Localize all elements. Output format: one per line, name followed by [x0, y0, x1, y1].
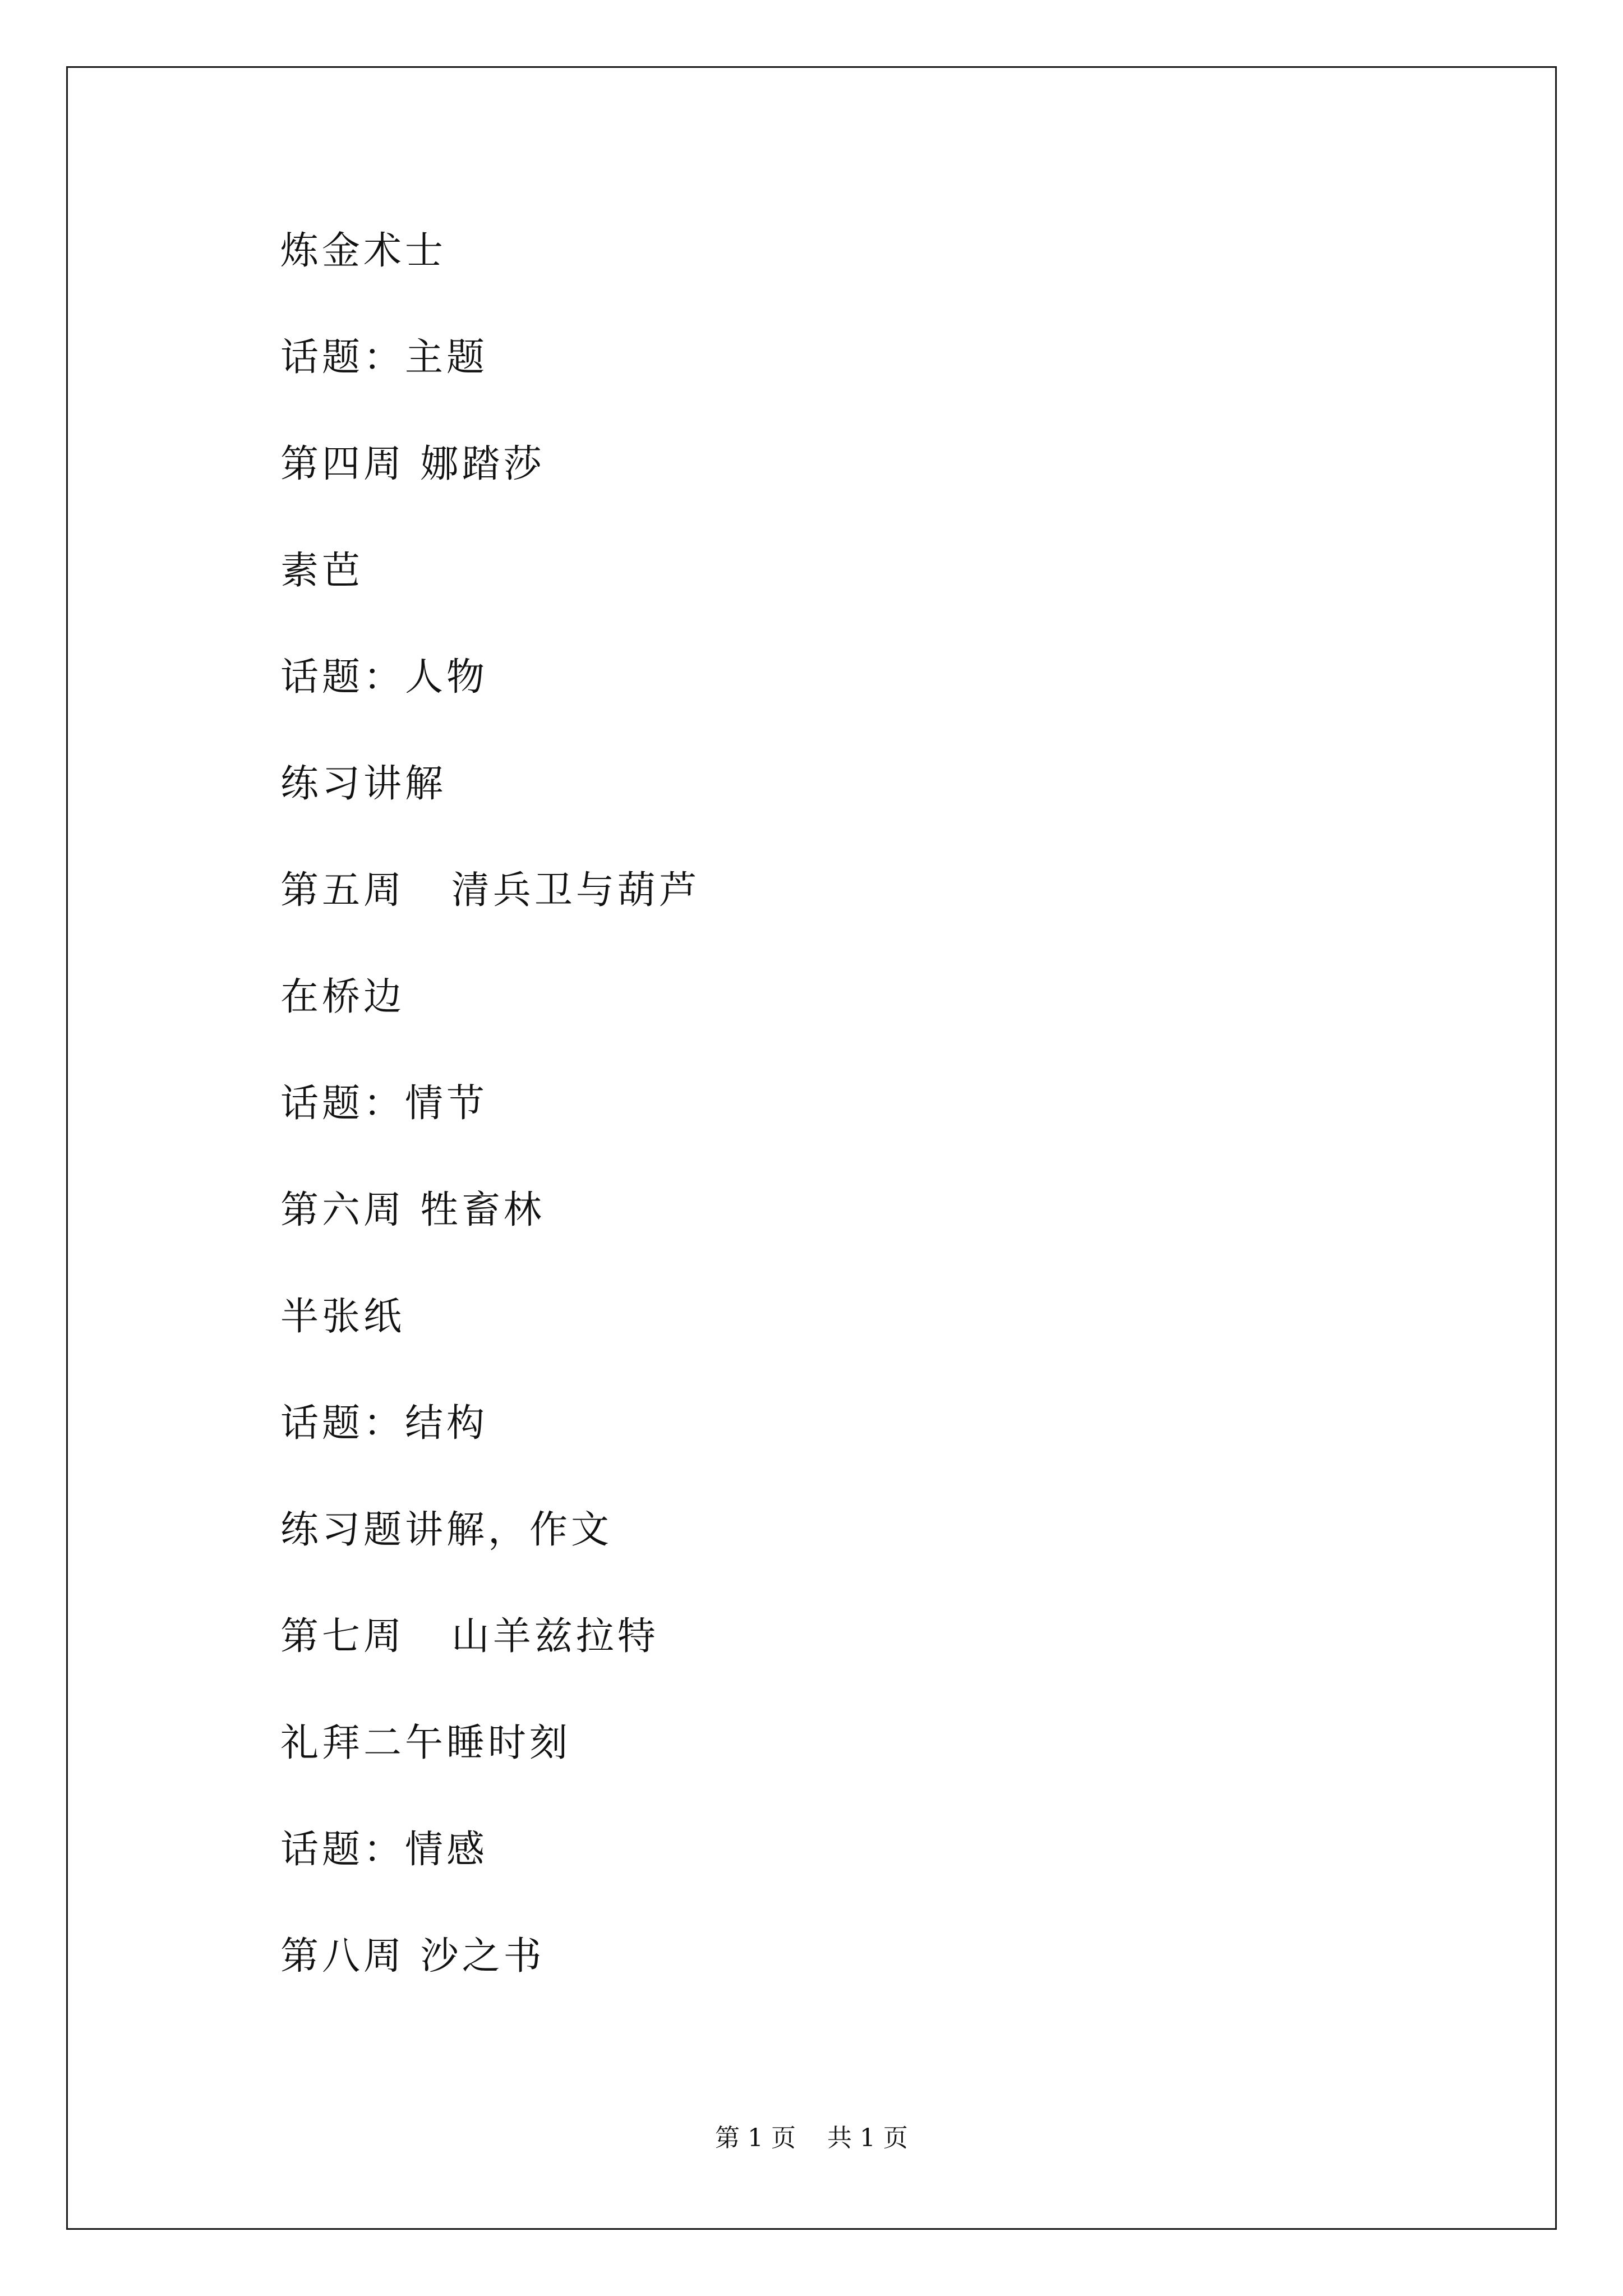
text-line: 话题：人物 [280, 655, 488, 700]
text-line: 练习题讲解，作文 [280, 1508, 613, 1552]
text-line: 礼拜二午睡时刻 [280, 1721, 571, 1765]
text-line: 第六周 牲畜林 [280, 1188, 545, 1232]
page-number-footer: 第 1 页 共 1 页 [715, 2124, 908, 2152]
text-line: 话题：情节 [280, 1082, 488, 1126]
text-line: 炼金术士 [280, 229, 447, 273]
page-border [66, 66, 1557, 2230]
text-line: 话题：主题 [280, 335, 488, 380]
text-line: 第八周 沙之书 [280, 1934, 545, 1978]
text-line: 半张纸 [280, 1295, 405, 1339]
text-line: 话题：情感 [280, 1828, 488, 1872]
text-line: 话题：结构 [280, 1401, 488, 1446]
text-line: 第四周 娜踏莎 [280, 442, 545, 486]
text-line: 第五周 清兵卫与葫芦 [280, 868, 700, 913]
text-line: 在桥边 [280, 975, 405, 1019]
text-line: 练习讲解 [280, 762, 447, 806]
text-line: 素芭 [280, 549, 364, 593]
text-line: 第七周 山羊兹拉特 [280, 1614, 659, 1659]
